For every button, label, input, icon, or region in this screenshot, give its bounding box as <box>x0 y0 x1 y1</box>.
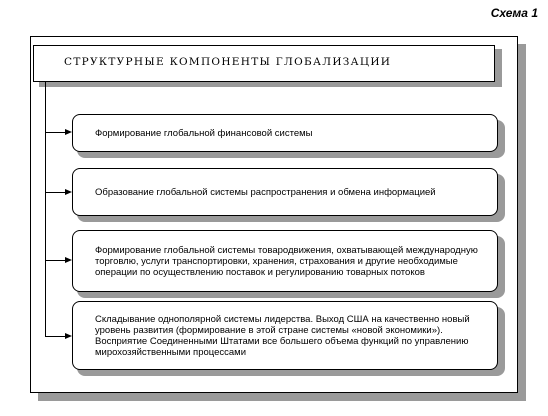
arrow-head-1 <box>65 129 72 135</box>
component-text-4: Складывание однополярной системы лидерства. Выход США на качественно новый уровень развития (формирование в этой стране системы «новой экономики»). Восприятие Соединенными Штатами все большего объема функций по управлению мирохозяйственными процессами <box>95 313 470 358</box>
title-box <box>33 45 495 82</box>
component-box-1 <box>72 114 498 152</box>
connector-trunk <box>45 82 46 337</box>
component-box-4 <box>72 301 498 370</box>
arrow-head-2 <box>65 189 72 195</box>
component-text-3: Формирование глобальной системы товародвижения, охватывающей международную торговлю, услуги транспортировки, хранения, страхования и другие необходимые операции по осуществлению поставок и регулированию товарных потоков <box>95 244 478 278</box>
connector-branch-2 <box>45 192 65 193</box>
arrow-head-3 <box>65 257 72 263</box>
arrow-head-4 <box>65 333 72 339</box>
diagram-title: СТРУКТУРНЫЕ КОМПОНЕНТЫ ГЛОБАЛИЗАЦИИ <box>64 56 392 68</box>
scheme-label: Схема 1 <box>490 6 538 20</box>
connector-branch-1 <box>45 132 65 133</box>
connector-branch-3 <box>45 260 65 261</box>
component-text-1: Формирование глобальной финансовой системы <box>95 127 313 139</box>
connector-branch-4 <box>45 336 65 337</box>
component-text-2: Образование глобальной системы распространения и обмена информацией <box>95 186 436 198</box>
component-box-3 <box>72 230 498 292</box>
component-box-2 <box>72 168 498 216</box>
